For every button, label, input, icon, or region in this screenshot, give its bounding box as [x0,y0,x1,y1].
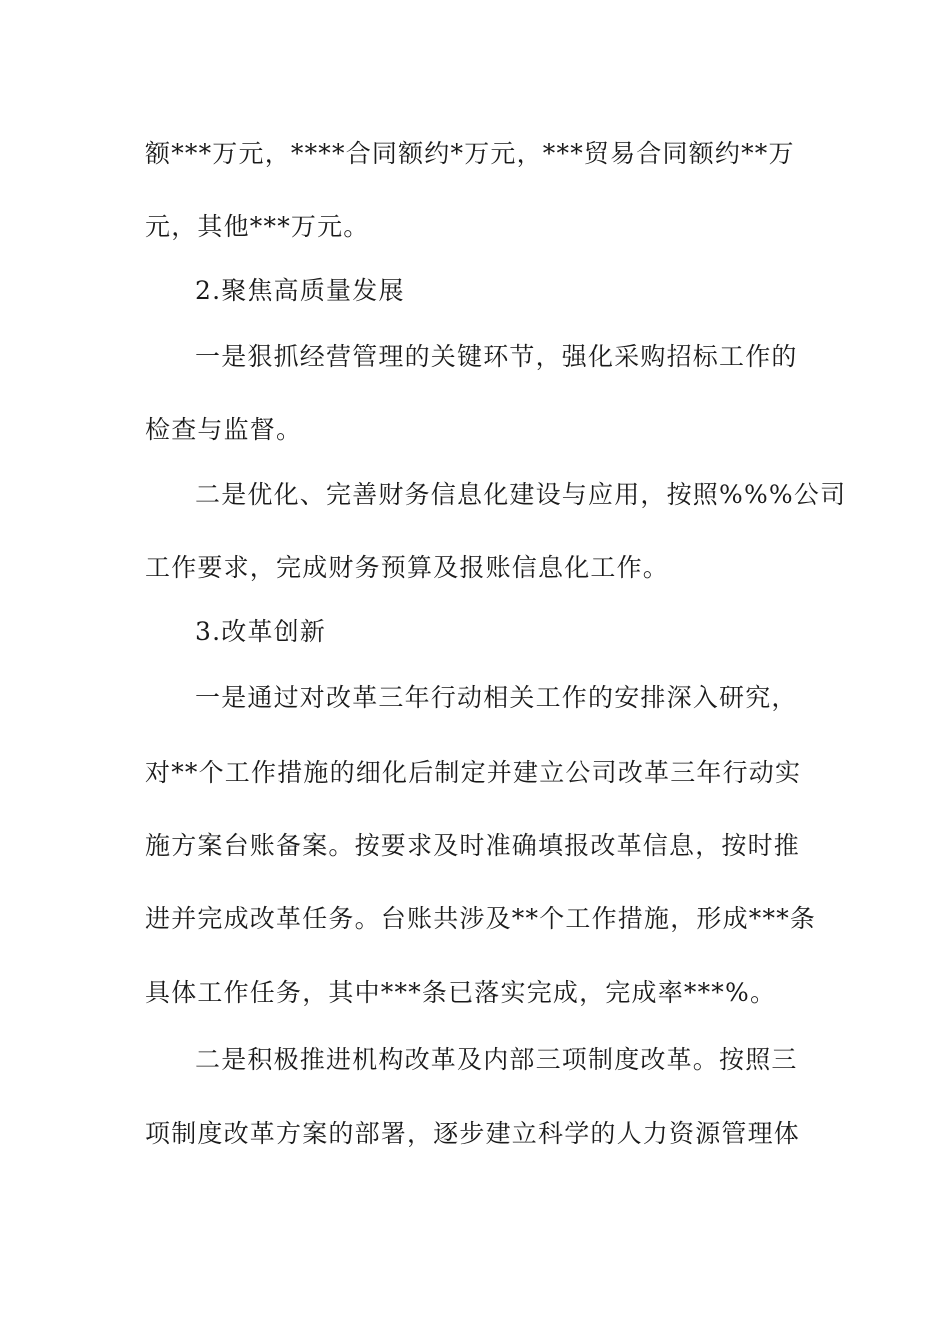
paragraph-line: 元，其他***万元。 [145,212,370,241]
paragraph-line: 项制度改革方案的部署，逐步建立科学的人力资源管理体 [145,1119,801,1148]
section-heading: 2.聚焦高质量发展 [195,276,405,305]
paragraph-line: 工作要求，完成财务预算及报账信息化工作。 [145,553,670,582]
paragraph-line: 检查与监督。 [145,415,303,444]
paragraph-line: 一是通过对改革三年行动相关工作的安排深入研究， [195,683,798,712]
paragraph-line: 一是狠抓经营管理的关键环节，强化采购招标工作的 [195,342,798,371]
paragraph-line: 进并完成改革任务。台账共涉及**个工作措施，形成***条 [145,904,817,933]
section-heading: 3.改革创新 [195,617,327,646]
paragraph-line: 额***万元，****合同额约*万元，***贸易合同额约**万 [145,139,795,168]
paragraph-line: 施方案台账备案。按要求及时准确填报改革信息，按时推 [145,831,801,860]
paragraph-line: 二是积极推进机构改革及内部三项制度改革。按照三 [195,1045,798,1074]
paragraph-line: 具体工作任务，其中***条已落实完成，完成率***%。 [145,978,777,1007]
paragraph-line: 二是优化、完善财务信息化建设与应用，按照%%%公司 [195,480,847,509]
paragraph-line: 对**个工作措施的细化后制定并建立公司改革三年行动实 [145,758,802,787]
